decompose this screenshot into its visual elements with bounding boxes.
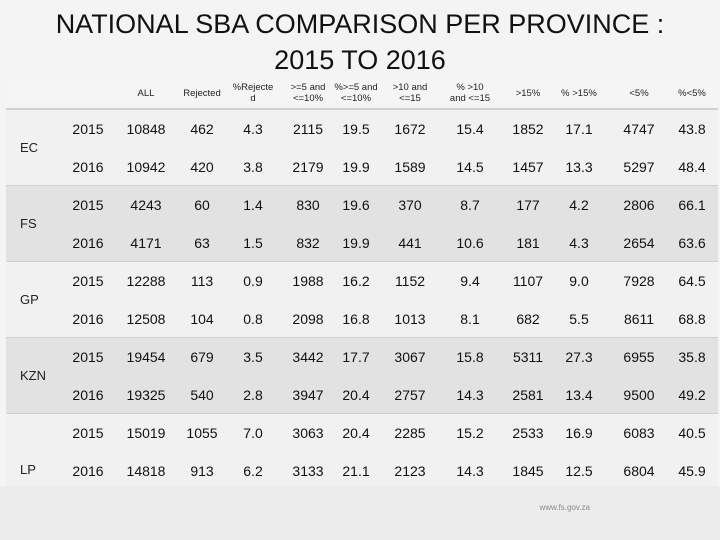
year-cell: 2015 xyxy=(72,272,104,289)
table-cell: 3442 xyxy=(292,348,324,365)
table-cell: 20.4 xyxy=(342,386,370,403)
table-cell: 2806 xyxy=(623,196,655,213)
table-cell: 540 xyxy=(190,386,214,403)
title-line-2: 2015 TO 2016 xyxy=(274,45,446,75)
table-row xyxy=(6,452,718,489)
table-cell: 4.3 xyxy=(243,120,263,137)
table-cell: 2123 xyxy=(394,462,426,479)
table-cell: 2179 xyxy=(292,158,324,175)
table-cell: 21.1 xyxy=(342,462,370,479)
table-cell: 6.2 xyxy=(243,462,263,479)
year-cell: 2015 xyxy=(72,348,104,365)
table-cell: 2115 xyxy=(292,120,324,137)
table-cell: 3947 xyxy=(292,386,324,403)
table-cell: 16.9 xyxy=(565,424,593,441)
table-cell: 1152 xyxy=(394,272,426,289)
province-group xyxy=(6,413,718,490)
province-label: EC xyxy=(20,140,39,155)
table-cell: 420 xyxy=(190,158,214,175)
table-row xyxy=(6,338,718,375)
table-cell: 45.9 xyxy=(678,462,706,479)
table-row xyxy=(6,300,718,337)
table-cell: 16.8 xyxy=(342,310,370,327)
table-cell: 3.5 xyxy=(243,348,263,365)
table-cell: 2757 xyxy=(394,386,426,403)
table-cell: 913 xyxy=(190,462,214,479)
table-cell: 1457 xyxy=(512,158,544,175)
column-header: Rejected xyxy=(183,87,221,99)
table-cell: 3063 xyxy=(292,424,324,441)
title-line-1: NATIONAL SBA COMPARISON PER PROVINCE : xyxy=(55,9,665,39)
table-cell: 462 xyxy=(190,120,214,137)
table-cell: 104 xyxy=(190,310,214,327)
province-group xyxy=(6,337,718,414)
table-cell: 832 xyxy=(296,234,320,251)
table-cell: 0.8 xyxy=(243,310,263,327)
table-row xyxy=(6,414,718,451)
table-cell: 66.1 xyxy=(678,196,706,213)
table-cell: 3.8 xyxy=(243,158,263,175)
table-cell: 2533 xyxy=(512,424,544,441)
table-cell: 682 xyxy=(516,310,540,327)
year-cell: 2015 xyxy=(72,196,104,213)
table-cell: 19325 xyxy=(126,386,166,403)
table-cell: 2098 xyxy=(292,310,324,327)
table-cell: 68.8 xyxy=(678,310,706,327)
table-cell: 830 xyxy=(296,196,320,213)
table-cell: 8.1 xyxy=(460,310,480,327)
province-label: LP xyxy=(20,462,36,477)
table-cell: 63 xyxy=(194,234,210,251)
table-cell: 17.7 xyxy=(342,348,370,365)
table-cell: 13.4 xyxy=(565,386,593,403)
footer-bar xyxy=(0,486,720,540)
table-cell: 2581 xyxy=(512,386,544,403)
table-row xyxy=(6,186,718,223)
table-cell: 441 xyxy=(398,234,422,251)
column-header: % >10 and <=15 xyxy=(449,82,491,104)
table-cell: 15019 xyxy=(126,424,166,441)
page-title xyxy=(0,6,720,78)
table-cell: 12.5 xyxy=(565,462,593,479)
table-cell: 15.4 xyxy=(456,120,484,137)
table-cell: 16.2 xyxy=(342,272,370,289)
year-cell: 2015 xyxy=(72,120,104,137)
table-cell: 15.2 xyxy=(456,424,484,441)
table-cell: 6804 xyxy=(623,462,655,479)
table-cell: 20.4 xyxy=(342,424,370,441)
province-group xyxy=(6,109,718,186)
column-header: %Rejecte d xyxy=(232,82,274,104)
province-group xyxy=(6,185,718,262)
table-cell: 1013 xyxy=(394,310,426,327)
table-cell: 181 xyxy=(516,234,540,251)
table-cell: 10848 xyxy=(126,120,166,137)
column-header: >15% xyxy=(515,87,541,99)
table-cell: 13.3 xyxy=(565,158,593,175)
table-cell: 19.5 xyxy=(342,120,370,137)
table-cell: 27.3 xyxy=(565,348,593,365)
table-cell: 2.8 xyxy=(243,386,263,403)
table-cell: 4243 xyxy=(130,196,162,213)
table-cell: 40.5 xyxy=(678,424,706,441)
column-header: >=5 and <=10% xyxy=(290,82,326,104)
province-label: KZN xyxy=(20,368,46,383)
table-cell: 7928 xyxy=(623,272,655,289)
table-cell: 4747 xyxy=(623,120,655,137)
table-cell: 1672 xyxy=(394,120,426,137)
column-header: >10 and <=15 xyxy=(392,82,428,104)
table-cell: 60 xyxy=(194,196,210,213)
table-cell: 679 xyxy=(190,348,214,365)
table-cell: 19454 xyxy=(126,348,166,365)
year-cell: 2016 xyxy=(72,310,104,327)
table-cell: 10.6 xyxy=(456,234,484,251)
table-cell: 2285 xyxy=(394,424,426,441)
table-cell: 1.4 xyxy=(243,196,263,213)
table-cell: 113 xyxy=(190,272,214,289)
table-cell: 4.2 xyxy=(569,196,589,213)
table-cell: 7.0 xyxy=(243,424,263,441)
column-header: ALL xyxy=(137,87,155,99)
table-row xyxy=(6,224,718,261)
table-cell: 48.4 xyxy=(678,158,706,175)
table-cell: 9500 xyxy=(623,386,655,403)
table-cell: 64.5 xyxy=(678,272,706,289)
table-cell: 177 xyxy=(516,196,540,213)
table-cell: 1988 xyxy=(292,272,324,289)
column-header: % >15% xyxy=(561,87,597,99)
table-cell: 4.3 xyxy=(569,234,589,251)
table-cell: 14818 xyxy=(126,462,166,479)
province-label: GP xyxy=(20,292,39,307)
table-cell: 14.3 xyxy=(456,386,484,403)
table-row xyxy=(6,376,718,413)
province-group xyxy=(6,261,718,338)
table-cell: 8.7 xyxy=(460,196,480,213)
table-cell: 35.8 xyxy=(678,348,706,365)
table-row xyxy=(6,148,718,185)
table-cell: 5311 xyxy=(512,348,544,365)
table-cell: 0.9 xyxy=(243,272,263,289)
table-cell: 370 xyxy=(398,196,422,213)
table-cell: 10942 xyxy=(126,158,166,175)
table-cell: 1852 xyxy=(512,120,544,137)
table-cell: 5297 xyxy=(623,158,655,175)
table-cell: 19.9 xyxy=(342,234,370,251)
table-cell: 3133 xyxy=(292,462,324,479)
table-cell: 19.9 xyxy=(342,158,370,175)
table-row xyxy=(6,110,718,147)
table-cell: 14.5 xyxy=(456,158,484,175)
year-cell: 2016 xyxy=(72,462,104,479)
table-cell: 6083 xyxy=(623,424,655,441)
table-cell: 49.2 xyxy=(678,386,706,403)
column-header: %>=5 and <=10% xyxy=(334,82,378,104)
table-cell: 6955 xyxy=(623,348,655,365)
sba-comparison-table xyxy=(6,78,718,486)
year-cell: 2016 xyxy=(72,234,104,251)
header-row xyxy=(6,78,718,109)
table-cell: 5.5 xyxy=(569,310,589,327)
table-cell: 2654 xyxy=(623,234,655,251)
table-cell: 63.6 xyxy=(678,234,706,251)
table-cell: 1.5 xyxy=(243,234,263,251)
table-cell: 3067 xyxy=(394,348,426,365)
table-cell: 1845 xyxy=(512,462,544,479)
table-cell: 9.4 xyxy=(460,272,480,289)
column-header: %<5% xyxy=(678,87,706,99)
year-cell: 2016 xyxy=(72,386,104,403)
table-cell: 12508 xyxy=(126,310,166,327)
table-cell: 1055 xyxy=(186,424,218,441)
column-header: <5% xyxy=(629,87,649,99)
table-cell: 15.8 xyxy=(456,348,484,365)
table-cell: 4171 xyxy=(130,234,162,251)
table-cell: 1107 xyxy=(512,272,544,289)
year-cell: 2015 xyxy=(72,424,104,441)
table-cell: 43.8 xyxy=(678,120,706,137)
footer-url: www.fs.gov.za xyxy=(539,503,590,512)
table-cell: 12288 xyxy=(126,272,166,289)
table-cell: 1589 xyxy=(394,158,426,175)
table-cell: 17.1 xyxy=(565,120,593,137)
table-cell: 8611 xyxy=(623,310,655,327)
table-cell: 14.3 xyxy=(456,462,484,479)
table-cell: 9.0 xyxy=(569,272,589,289)
table-cell: 19.6 xyxy=(342,196,370,213)
province-label: FS xyxy=(20,216,37,231)
year-cell: 2016 xyxy=(72,158,104,175)
table-row xyxy=(6,262,718,299)
